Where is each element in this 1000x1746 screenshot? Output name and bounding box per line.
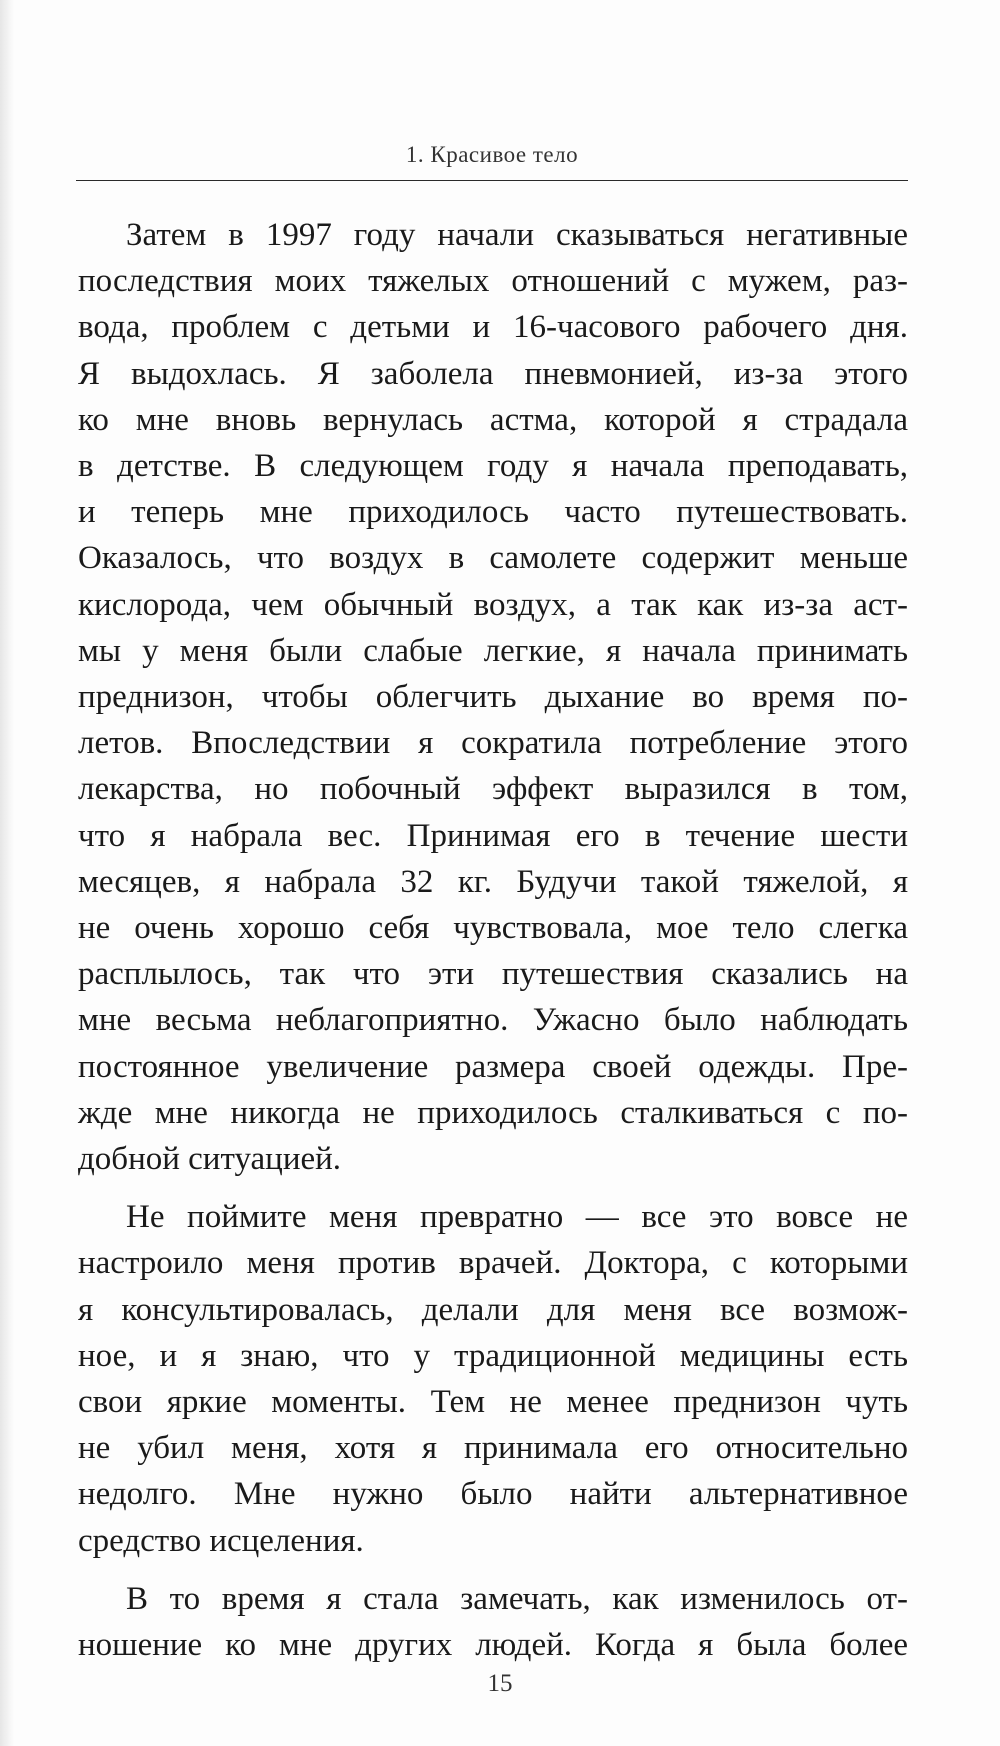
text-line: добной ситуацией.: [78, 1141, 342, 1178]
text-line: мне весьма неблагоприятно. Ужасно было наблюдать: [78, 1002, 908, 1039]
text-line: Я выдохлась. Я заболела пневмонией, из-за этого: [78, 355, 908, 392]
text-line: вода, проблем с детьми и 16-часового рабочего дня.: [78, 309, 908, 346]
text-line: месяцев, я набрала 32 кг. Будучи такой тяжелой, я: [78, 863, 908, 900]
paragraph-2: [78, 1194, 908, 1564]
text-line: Оказалось, что воздух в самолете содержит меньше: [78, 540, 908, 577]
text-line: средство исцеления.: [78, 1522, 364, 1559]
body-text: [78, 212, 908, 1668]
text-line: преднизон, чтобы облегчить дыхание во время по-: [78, 679, 908, 716]
text-line: мы у меня были слабые легкие, я начала принимать: [78, 632, 908, 669]
text-line: не очень хорошо себя чувствовала, мое тело слегка: [78, 910, 908, 947]
scan-shadow-edge: [0, 0, 14, 1746]
text-line: не убил меня, хотя я принимала его относительно: [78, 1430, 908, 1467]
text-line: кислорода, чем обычный воздух, а так как из-за аст-: [78, 586, 908, 623]
page-number: 15: [487, 1670, 513, 1697]
header-rule: [76, 180, 908, 181]
text-line: ношение ко мне других людей. Когда я была более: [78, 1627, 908, 1664]
text-line: Не поймите меня превратно — все это вовсе не: [126, 1199, 908, 1236]
text-line: ко мне вновь вернулась астма, которой я страдала: [78, 401, 908, 438]
text-line: я консультировалась, делали для меня все возмож-: [78, 1291, 908, 1328]
paragraph-1: [78, 212, 908, 1182]
text-line: что я набрала вес. Принимая его в течение шести: [78, 817, 908, 854]
text-line: жде мне никогда не приходилось сталкиваться с по-: [78, 1094, 908, 1131]
paragraph-3: [78, 1576, 908, 1668]
text-line: летов. Впоследствии я сократила потребление этого: [78, 725, 908, 762]
text-line: настроило меня против врачей. Доктора, с которыми: [78, 1245, 908, 1282]
text-line: последствия моих тяжелых отношений с мужем, раз-: [78, 263, 908, 300]
text-line: недолго. Мне нужно было найти альтернативное: [78, 1476, 908, 1513]
running-head: 1. Красивое тело: [405, 142, 579, 167]
text-line: расплылось, так что эти путешествия сказались на: [78, 956, 908, 993]
text-line: и теперь мне приходилось часто путешествовать.: [78, 494, 908, 531]
text-line: лекарства, но побочный эффект выразился в том,: [78, 771, 908, 808]
text-line: Затем в 1997 году начали сказываться негативные: [126, 217, 908, 253]
text-line: ное, и я знаю, что у традиционной медицины есть: [78, 1337, 908, 1374]
text-line: В то время я стала замечать, как изменилось от-: [126, 1580, 908, 1617]
text-line: в детстве. В следующем году я начала преподавать,: [78, 448, 908, 485]
text-line: свои яркие моменты. Тем не менее преднизон чуть: [78, 1384, 908, 1421]
text-line: постоянное увеличение размера своей одежды. Пре-: [78, 1048, 908, 1085]
